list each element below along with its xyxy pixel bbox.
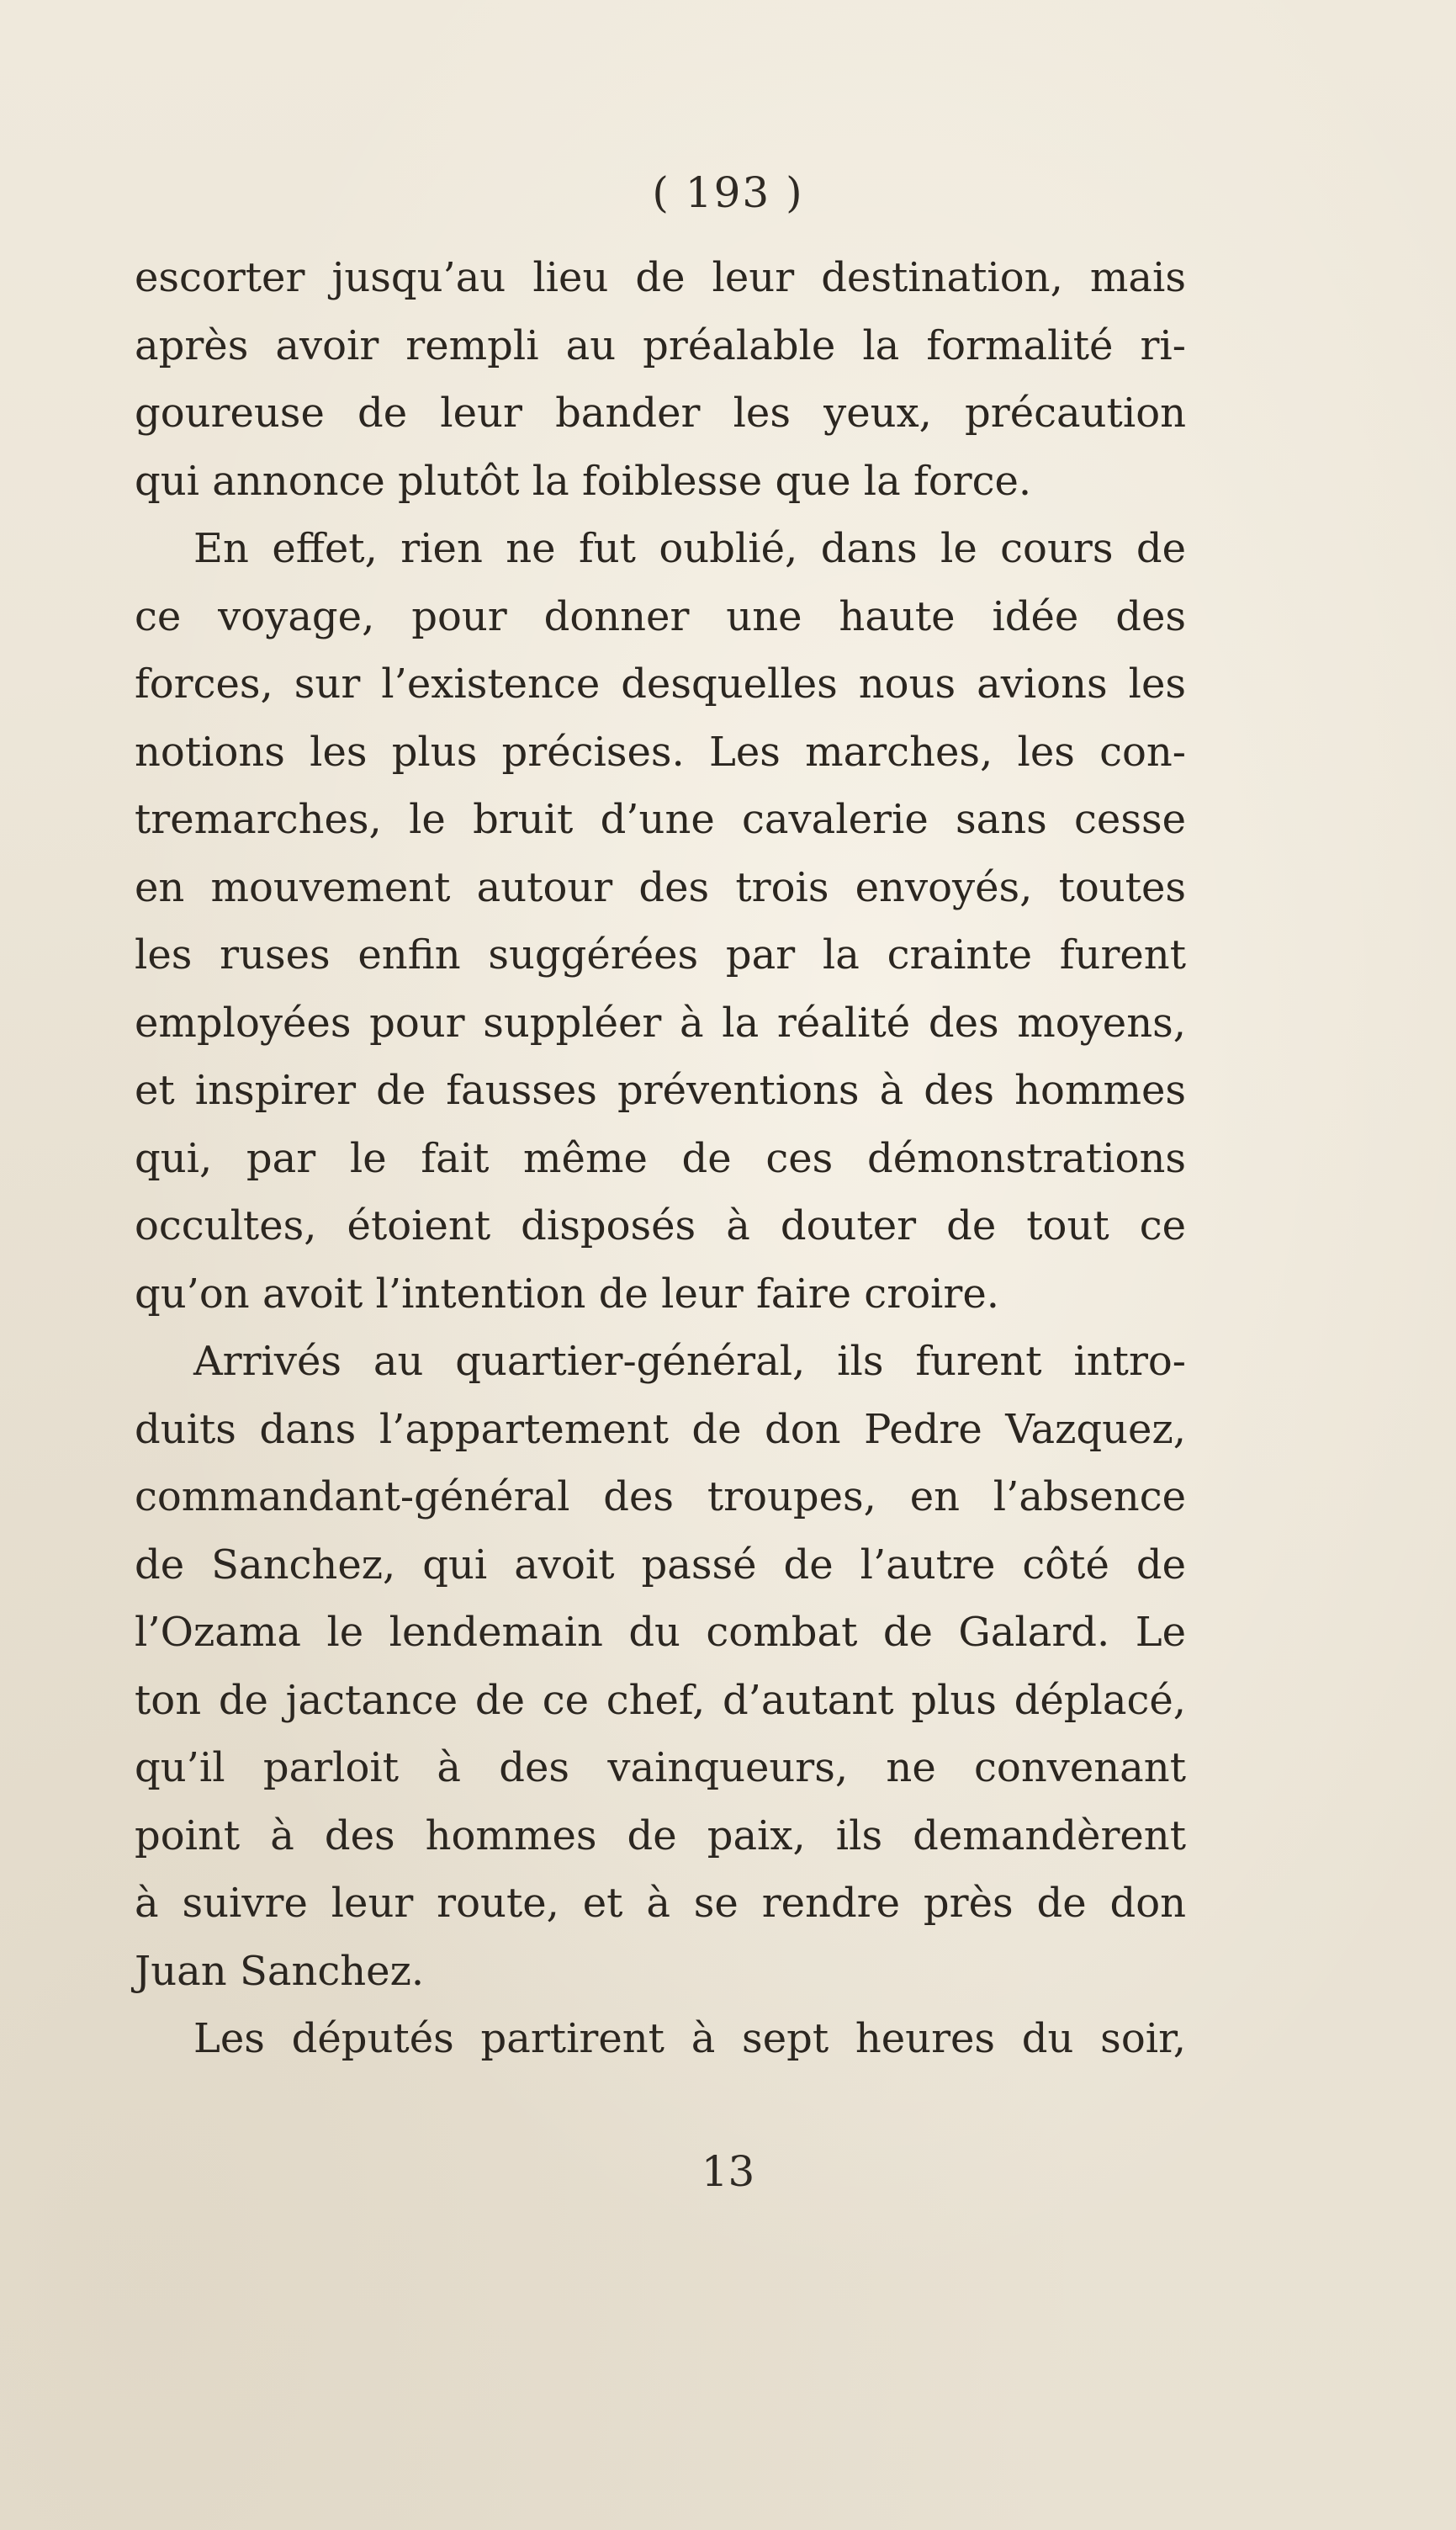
text-line: et inspirer de fausses préventions à des hommes <box>135 1067 1186 1114</box>
text-line: de Sanchez, qui avoit passé de l’autre côté de <box>135 1541 1186 1589</box>
text-line: Juan Sanchez. <box>135 1947 425 1995</box>
text-line: ce voyage, pour donner une haute idée des <box>135 592 1186 640</box>
signature-mark: 13 <box>701 2147 755 2196</box>
text-line: forces, sur l’existence desquelles nous avions les <box>135 660 1186 708</box>
text-line: duits dans l’appartement de don Pedre Vazquez, <box>135 1405 1186 1453</box>
paragraph-start-line: Les députés partirent à sept heures du soir, <box>193 2015 1186 2062</box>
text-line: notions les plus précises. Les marches, les con- <box>135 728 1186 776</box>
page-number: ( 193 ) <box>652 168 804 217</box>
text-line: en mouvement autour des trois envoyés, toutes <box>135 863 1186 911</box>
text-line: qu’il parloit à des vainqueurs, ne convenant <box>135 1744 1186 1791</box>
text-line: ton de jactance de ce chef, d’autant plus déplacé, <box>135 1676 1186 1724</box>
text-line: tremarches, le bruit d’une cavalerie sans cesse <box>135 796 1186 843</box>
paragraph-start-line: En effet, rien ne fut oublié, dans le cours de <box>193 525 1186 572</box>
body-text <box>135 244 1186 2073</box>
text-line: les ruses enfin suggérées par la crainte furent <box>135 931 1186 979</box>
text-line: qui, par le fait même de ces démonstrations <box>135 1134 1186 1182</box>
text-line: point à des hommes de paix, ils demandèrent <box>135 1811 1186 1859</box>
text-line: qui annonce plutôt la foiblesse que la force. <box>135 457 1032 505</box>
text-line: à suivre leur route, et à se rendre près de don <box>135 1880 1186 1927</box>
text-line: après avoir rempli au préalable la formalité ri- <box>135 321 1186 369</box>
text-line: escorter jusqu’au lieu de leur destination, mais <box>135 254 1186 301</box>
text-line: qu’on avoit l’intention de leur faire croire. <box>135 1270 999 1318</box>
text-line: employées pour suppléer à la réalité des moyens, <box>135 999 1186 1047</box>
paragraph-start-line: Arrivés au quartier-général, ils furent intro- <box>193 1338 1186 1385</box>
text-line: commandant-général des troupes, en l’absence <box>135 1473 1186 1520</box>
text-line: occultes, étoient disposés à douter de tout ce <box>135 1202 1186 1249</box>
text-line: goureuse de leur bander les yeux, précaution <box>135 390 1186 437</box>
text-line: l’Ozama le lendemain du combat de Galard. Le <box>135 1609 1186 1656</box>
